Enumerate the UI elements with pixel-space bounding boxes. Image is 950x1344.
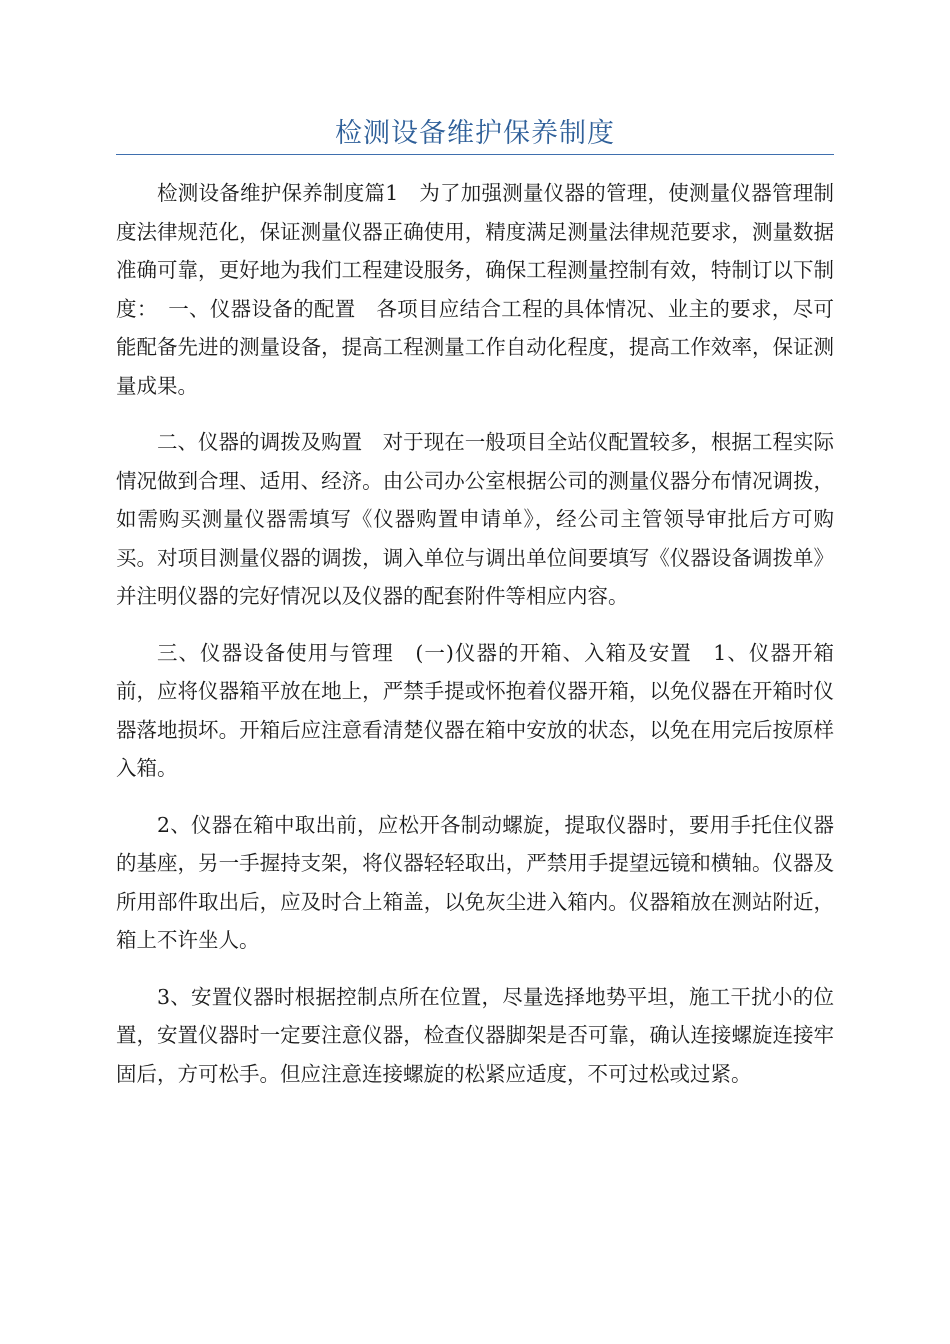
paragraph-5: 3、安置仪器时根据控制点所在位置，尽量选择地势平坦，施工干扰小的位置，安置仪器时一定要注意仪器，检查仪器脚架是否可靠，确认连接螺旋连接牢固后，方可松手。但应注意连接螺旋的松紧应适度，不可过松或过紧。 (116, 984, 834, 1086)
title-underline (116, 154, 834, 155)
paragraph-3: 三、仪器设备使用与管理 (一)仪器的开箱、入箱及安置 1、仪器开箱前，应将仪器箱平放在地上，严禁手提或怀抱着仪器开箱，以免仪器在开箱时仪器落地损坏。开箱后应注意看清楚仪器在箱中安放的状态，以免在用完后按原样入箱。 (116, 640, 834, 780)
paragraph-4: 2、仪器在箱中取出前，应松开各制动螺旋，提取仪器时，要用手托住仪器的基座，另一手握持支架，将仪器轻轻取出，严禁用手提望远镜和横轴。仪器及所用部件取出后，应及时合上箱盖，以免灰尘进入箱内。仪器箱放在测站附近，箱上不许坐人。 (116, 812, 834, 952)
paragraph-1: 检测设备维护保养制度篇1 为了加强测量仪器的管理，使测量仪器管理制度法律规范化，保证测量仪器正确使用，精度满足测量法律规范要求，测量数据准确可靠，更好地为我们工程建设服务，确保工程测量控制有效，特制订以下制度： 一、仪器设备的配置 各项目应结合工程的具体情况、业主的要求，尽可能配备先进的测量设备，提高工程测量工作自动化程度，提高工作效率，保证测量成果。 (116, 181, 834, 398)
paragraph-2: 二、仪器的调拨及购置 对于现在一般项目全站仪配置较多，根据工程实际情况做到合理、适用、经济。由公司办公室根据公司的测量仪器分布情况调拨，如需购买测量仪器需填写《仪器购置申请单》，经公司主管领导审批后方可购买。对项目测量仪器的调拨，调入单位与调出单位间要填写《仪器设备调拨单》并注明仪器的完好情况以及仪器的配套附件等相应内容。 (116, 430, 834, 608)
document-body (116, 174, 834, 1111)
document-title: 检测设备维护保养制度 (335, 118, 615, 149)
